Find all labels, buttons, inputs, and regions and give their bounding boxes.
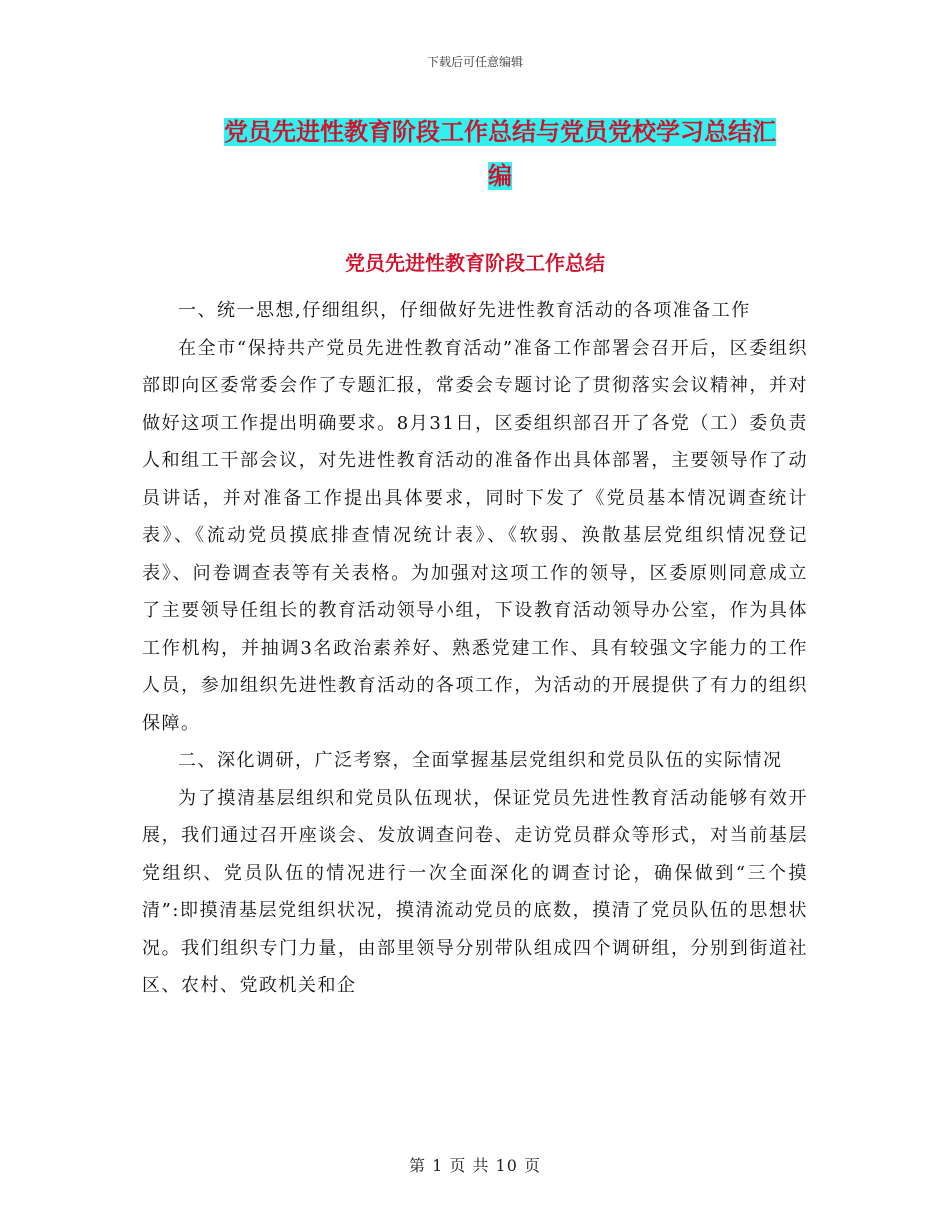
document-title [190,110,810,198]
document-title-line-2: 编 [488,162,512,190]
header-note: 下载后可任意编辑 [426,55,523,69]
page-number-footer: 第 1 页 共 10 页 [409,1156,541,1175]
body-paragraph-2: 为了摸清基层组织和党员队伍现状，保证党员先进性教育活动能够有效开展，我们通过召开座谈会、发放调查问卷、走访党员群众等形式，对当前基层党组织、党员队伍的情况进行一次全面深化的调查讨论，确保做到“三个摸清”:即摸清基层党组织状况，摸清流动党员的底数，摸清了党员队伍的思想状况。我们组织专门力量，由部里领导分别带队组成四个调研组，分别到街道社区、农村、党政机关和企 [142,787,808,996]
document-body [142,292,808,1005]
heading-paragraph-2: 二、深化调研，广泛考察，全面掌握基层党组织和党员队伍的实际情况 [178,750,783,771]
heading-paragraph-1: 一、统一思想,仔细组织，仔细做好先进性教育活动的各项准备工作 [178,300,751,321]
body-paragraph-1: 在全市“保持共产党员先进性教育活动”准备工作部署会召开后，区委组织部即向区委常委会作了专题汇报，常委会专题讨论了贯彻落实会议精神，并对做好这项工作提出明确要求。8月31日，区委组织部召开了各党（工）委负责人和组工干部会议，对先进性教育活动的准备作出具体部署，主要领导作了动员讲话，并对准备工作提出具体要求，同时下发了《党员基本情况调查统计表》、《流动党员摸底排查情况统计表》、《软弱、涣散基层党组织情况登记表》、问卷调查表等有关表格。为加强对这项工作的领导，区委原则同意成立了主要领导任组长的教育活动领导小组，下设教育活动领导办公室，作为具体工作机构，并抽调3名政治素养好、熟悉党建工作、具有较强文字能力的工作人员，参加组织先进性教育活动的各项工作，为活动的开展提供了有力的组织保障。 [142,337,808,734]
section-title: 党员先进性教育阶段工作总结 [345,251,605,275]
document-title-line-1: 党员先进性教育阶段工作总结与党员党校学习总结汇 [224,118,776,146]
